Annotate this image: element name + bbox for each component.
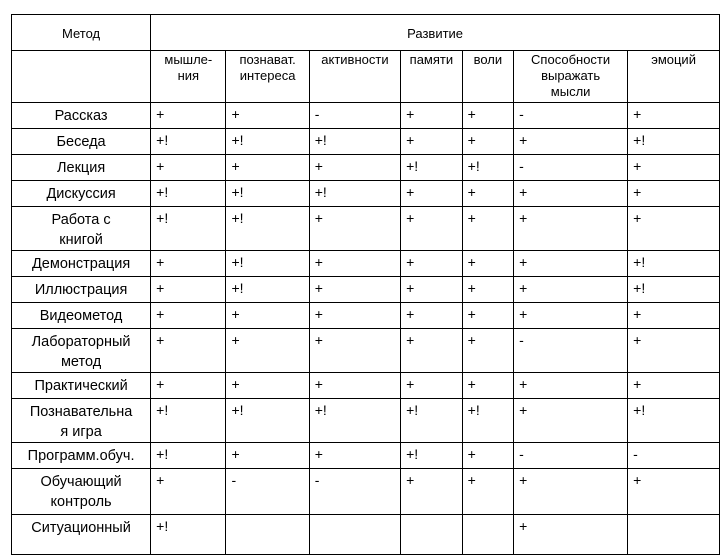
mark-cell: + bbox=[401, 373, 463, 399]
mark-cell: + bbox=[514, 303, 628, 329]
mark-cell: + bbox=[462, 129, 513, 155]
mark-cell: + bbox=[151, 469, 226, 515]
mark-cell: + bbox=[628, 329, 720, 373]
method-name: Практический bbox=[12, 373, 151, 399]
mark-cell: + bbox=[462, 303, 513, 329]
mark-cell: + bbox=[514, 207, 628, 251]
mark-cell: +! bbox=[628, 129, 720, 155]
mark-cell: +! bbox=[462, 155, 513, 181]
mark-cell: + bbox=[401, 181, 463, 207]
mark-cell: +! bbox=[226, 129, 309, 155]
mark-cell: + bbox=[628, 207, 720, 251]
mark-cell: +! bbox=[226, 399, 309, 443]
mark-cell: + bbox=[151, 251, 226, 277]
mark-cell: + bbox=[628, 373, 720, 399]
mark-cell: +! bbox=[309, 399, 400, 443]
mark-cell: + bbox=[151, 303, 226, 329]
mark-cell: + bbox=[628, 103, 720, 129]
mark-cell: + bbox=[628, 469, 720, 515]
mark-cell: +! bbox=[309, 181, 400, 207]
mark-cell: +! bbox=[151, 443, 226, 469]
table-row bbox=[12, 329, 720, 373]
mark-cell: + bbox=[401, 329, 463, 373]
table-row bbox=[12, 103, 720, 129]
column-header: активности bbox=[309, 51, 400, 103]
mark-cell: + bbox=[401, 103, 463, 129]
mark-cell: + bbox=[462, 207, 513, 251]
mark-cell: +! bbox=[226, 207, 309, 251]
mark-cell: + bbox=[151, 103, 226, 129]
method-name: Познавательна я игра bbox=[12, 399, 151, 443]
mark-cell: + bbox=[514, 251, 628, 277]
mark-cell: - bbox=[628, 443, 720, 469]
mark-cell: +! bbox=[401, 399, 463, 443]
table-row bbox=[12, 443, 720, 469]
mark-cell: + bbox=[462, 251, 513, 277]
table-row bbox=[12, 181, 720, 207]
mark-cell: + bbox=[462, 469, 513, 515]
mark-cell: +! bbox=[226, 181, 309, 207]
methods-table-body bbox=[12, 103, 720, 555]
method-name: Беседа bbox=[12, 129, 151, 155]
method-name: Рассказ bbox=[12, 103, 151, 129]
method-name: Демонстрация bbox=[12, 251, 151, 277]
mark-cell: + bbox=[462, 443, 513, 469]
table-row bbox=[12, 373, 720, 399]
mark-cell: + bbox=[401, 303, 463, 329]
method-name: Видеометод bbox=[12, 303, 151, 329]
mark-cell bbox=[309, 515, 400, 555]
mark-cell: + bbox=[226, 103, 309, 129]
mark-cell: + bbox=[401, 207, 463, 251]
method-name: Лабораторный метод bbox=[12, 329, 151, 373]
mark-cell: - bbox=[514, 329, 628, 373]
mark-cell: + bbox=[462, 181, 513, 207]
column-header: воли bbox=[462, 51, 513, 103]
column-header: познават. интереса bbox=[226, 51, 309, 103]
table-row bbox=[12, 277, 720, 303]
mark-cell: + bbox=[309, 303, 400, 329]
mark-cell: +! bbox=[462, 399, 513, 443]
mark-cell: - bbox=[309, 103, 400, 129]
mark-cell: + bbox=[309, 207, 400, 251]
mark-cell: + bbox=[151, 373, 226, 399]
mark-cell bbox=[401, 515, 463, 555]
mark-cell: - bbox=[226, 469, 309, 515]
mark-cell: +! bbox=[628, 277, 720, 303]
table-row bbox=[12, 207, 720, 251]
mark-cell: + bbox=[226, 155, 309, 181]
mark-cell: + bbox=[151, 155, 226, 181]
mark-cell: + bbox=[309, 251, 400, 277]
table-row bbox=[12, 303, 720, 329]
mark-cell: + bbox=[401, 469, 463, 515]
mark-cell: +! bbox=[151, 207, 226, 251]
mark-cell: + bbox=[514, 399, 628, 443]
table-row bbox=[12, 399, 720, 443]
mark-cell: +! bbox=[226, 251, 309, 277]
mark-cell: + bbox=[514, 469, 628, 515]
method-name: Работа с книгой bbox=[12, 207, 151, 251]
mark-cell: + bbox=[309, 373, 400, 399]
column-header: памяти bbox=[401, 51, 463, 103]
methods-table bbox=[11, 14, 720, 555]
mark-cell bbox=[226, 515, 309, 555]
column-header: Способности выражать мысли bbox=[514, 51, 628, 103]
table-row bbox=[12, 515, 720, 555]
mark-cell: + bbox=[401, 277, 463, 303]
mark-cell: - bbox=[514, 103, 628, 129]
empty-header-cell bbox=[12, 51, 151, 103]
column-header: эмоций bbox=[628, 51, 720, 103]
mark-cell: +! bbox=[151, 399, 226, 443]
mark-cell: +! bbox=[401, 155, 463, 181]
method-header: Метод bbox=[12, 15, 151, 51]
mark-cell: +! bbox=[151, 181, 226, 207]
mark-cell: + bbox=[462, 103, 513, 129]
mark-cell: + bbox=[462, 329, 513, 373]
mark-cell bbox=[462, 515, 513, 555]
development-header: Развитие bbox=[151, 15, 720, 51]
mark-cell: + bbox=[514, 129, 628, 155]
method-name: Лекция bbox=[12, 155, 151, 181]
mark-cell: + bbox=[309, 329, 400, 373]
mark-cell: + bbox=[309, 155, 400, 181]
mark-cell: + bbox=[226, 303, 309, 329]
mark-cell: + bbox=[462, 373, 513, 399]
table-row bbox=[12, 251, 720, 277]
mark-cell: + bbox=[628, 155, 720, 181]
method-name: Программ.обуч. bbox=[12, 443, 151, 469]
mark-cell: + bbox=[309, 443, 400, 469]
mark-cell: + bbox=[514, 373, 628, 399]
development-subheader-row bbox=[12, 51, 720, 103]
method-name: Дискуссия bbox=[12, 181, 151, 207]
method-name: Обучающий контроль bbox=[12, 469, 151, 515]
mark-cell: +! bbox=[628, 251, 720, 277]
mark-cell: +! bbox=[151, 515, 226, 555]
mark-cell: - bbox=[309, 469, 400, 515]
mark-cell: +! bbox=[401, 443, 463, 469]
mark-cell: + bbox=[226, 443, 309, 469]
column-header: мышле- ния bbox=[151, 51, 226, 103]
mark-cell: +! bbox=[309, 129, 400, 155]
mark-cell: + bbox=[514, 181, 628, 207]
mark-cell: + bbox=[401, 129, 463, 155]
method-name: Ситуационный bbox=[12, 515, 151, 555]
mark-cell: + bbox=[514, 515, 628, 555]
method-name: Иллюстрация bbox=[12, 277, 151, 303]
mark-cell: + bbox=[462, 277, 513, 303]
mark-cell: + bbox=[309, 277, 400, 303]
mark-cell: - bbox=[514, 443, 628, 469]
mark-cell: +! bbox=[226, 277, 309, 303]
mark-cell: + bbox=[226, 373, 309, 399]
table-row bbox=[12, 129, 720, 155]
mark-cell: + bbox=[401, 251, 463, 277]
mark-cell: + bbox=[628, 181, 720, 207]
mark-cell: + bbox=[514, 277, 628, 303]
mark-cell: + bbox=[151, 329, 226, 373]
mark-cell bbox=[628, 515, 720, 555]
mark-cell: + bbox=[628, 303, 720, 329]
mark-cell: + bbox=[151, 277, 226, 303]
mark-cell: + bbox=[226, 329, 309, 373]
mark-cell: +! bbox=[151, 129, 226, 155]
table-row bbox=[12, 155, 720, 181]
mark-cell: +! bbox=[628, 399, 720, 443]
mark-cell: - bbox=[514, 155, 628, 181]
table-row bbox=[12, 469, 720, 515]
